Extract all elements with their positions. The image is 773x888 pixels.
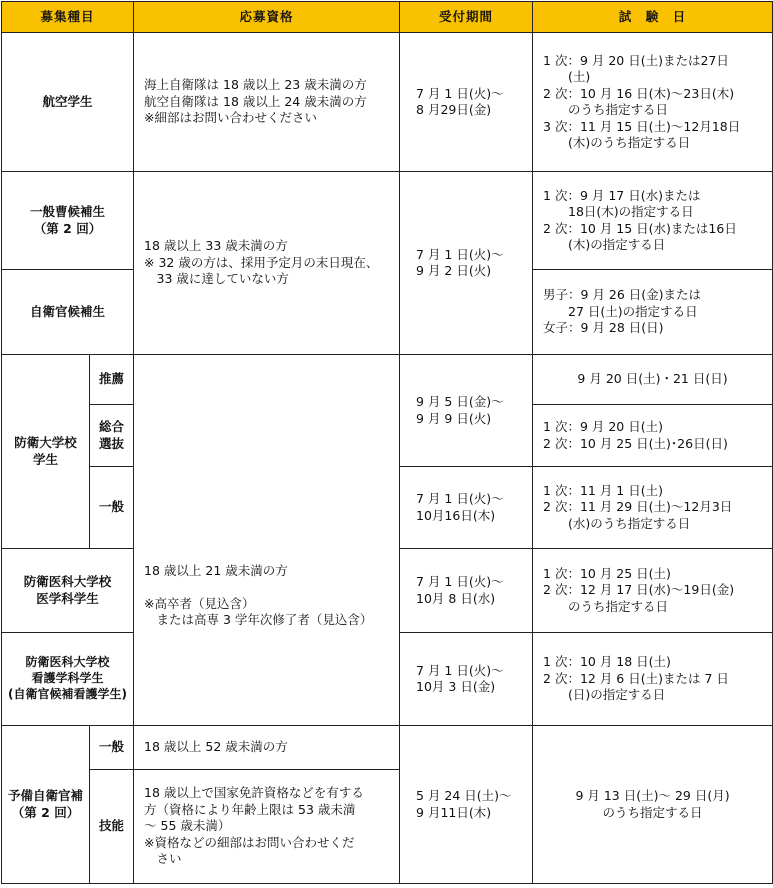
exam-sougou: 1 次：9 月 20 日(土) 2 次：10 月 25 日(土)･26日(日) — [533, 405, 773, 467]
exam-suisen: 9 月 20 日(土)・21 日(日) — [533, 355, 773, 405]
period-boudai-a: 9 月 5 日(金)～ 9 月 9 日(火) — [400, 355, 533, 467]
sub-yobi-ippan: 一般 — [90, 726, 134, 770]
header-row — [2, 2, 773, 33]
exam-boui-kango: 1 次：10 月 18 日(土) 2 次：12 月 6 日(土)または 7 日 (日)の指定する日 — [533, 633, 773, 726]
exam-koku: 1 次：9 月 20 日(土)または27日 (土) 2 次：10 月 16 日(木)～23日(木) のうち指定する日 3 次：11 月 15 日(土)～12月18日 (木)のうち指定する日 — [533, 33, 773, 172]
category-yobi: 予備自衛官補 （第 2 回） — [2, 726, 90, 884]
category-koku: 航空学生 — [2, 33, 134, 172]
table-row — [2, 467, 773, 549]
exam-jieikan: 男子：9 月 26 日(金)または 27 日(土)の指定する日 女子：9 月 28 日(日) — [533, 270, 773, 355]
category-boui-kango: 防衛医科大学校 看護学科学生 (自衛官候補看護学生) — [2, 633, 134, 726]
table-row — [2, 33, 773, 172]
category-boudai: 防衛大学校 学生 — [2, 355, 90, 549]
period-boudai-ippan: 7 月 1 日(火)～ 10月16日(木) — [400, 467, 533, 549]
exam-boui-igaku: 1 次：10 月 25 日(土) 2 次：12 月 17 日(水)～19日(金) のうち指定する日 — [533, 549, 773, 633]
qual-empty-suisen — [134, 355, 400, 405]
sub-ippan-boudai: 一般 — [90, 467, 134, 549]
sub-sougou: 総合 選抜 — [90, 405, 134, 467]
category-ippan-sou: 一般曹候補生 （第 2 回） — [2, 172, 134, 270]
table-row — [2, 405, 773, 467]
qual-koku: 海上自衛隊は 18 歳以上 23 歳未満の方 航空自衛隊は 18 歳以上 24 歳未満の方 ※細部はお問い合わせください — [134, 33, 400, 172]
sub-suisen: 推薦 — [90, 355, 134, 405]
period-sou-jikan: 7 月 1 日(火)～ 9 月 2 日(火) — [400, 172, 533, 355]
period-boui-igaku: 7 月 1 日(火)～ 10月 8 日(水) — [400, 549, 533, 633]
category-jieikan: 自衛官候補生 — [2, 270, 134, 355]
category-boui-igaku: 防衛医科大学校 医学科学生 — [2, 549, 134, 633]
period-koku: 7 月 1 日(火)～ 8 月29日(金) — [400, 33, 533, 172]
header-category: 募集種目 — [2, 2, 134, 33]
table-row — [2, 172, 773, 270]
header-exam: 試 験 日 — [533, 2, 773, 33]
qual-empty-sougou — [134, 405, 400, 467]
exam-ippan-sou: 1 次：9 月 17 日(水)または 18日(木)の指定する日 2 次：10 月 15 日(水)または16日 (木)の指定する日 — [533, 172, 773, 270]
period-boui-kango: 7 月 1 日(火)～ 10月 3 日(金) — [400, 633, 533, 726]
table-row — [2, 726, 773, 770]
qual-sou-jikan: 18 歳以上 33 歳未満の方 ※ 32 歳の方は、採用予定月の末日現在、 33 歳に達していない方 — [134, 172, 400, 355]
header-qualification: 応募資格 — [134, 2, 400, 33]
exam-yobi: 9 月 13 日(土)～ 29 日(月) のうち指定する日 — [533, 726, 773, 884]
period-yobi: 5 月 24 日(土)～ 9 月11日(木) — [400, 726, 533, 884]
exam-boudai-ippan: 1 次：11 月 1 日(土) 2 次：11 月 29 日(土)～12月3日 (水)のうち指定する日 — [533, 467, 773, 549]
table-row — [2, 355, 773, 405]
qual-bouidai: 18 歳以上 21 歳未満の方 ※高卒者（見込含） または高専 3 学年次修了者（見込含） — [134, 467, 400, 726]
header-period: 受付期間 — [400, 2, 533, 33]
recruitment-table — [1, 1, 773, 884]
qual-yobi-ippan: 18 歳以上 52 歳未満の方 — [134, 726, 400, 770]
qual-yobi-gino: 18 歳以上で国家免許資格などを有する 方（資格により年齢上限は 53 歳未満 ～ 55 歳未満） ※資格などの細部はお問い合わせくだ さい — [134, 770, 400, 884]
sub-yobi-gino: 技能 — [90, 770, 134, 884]
